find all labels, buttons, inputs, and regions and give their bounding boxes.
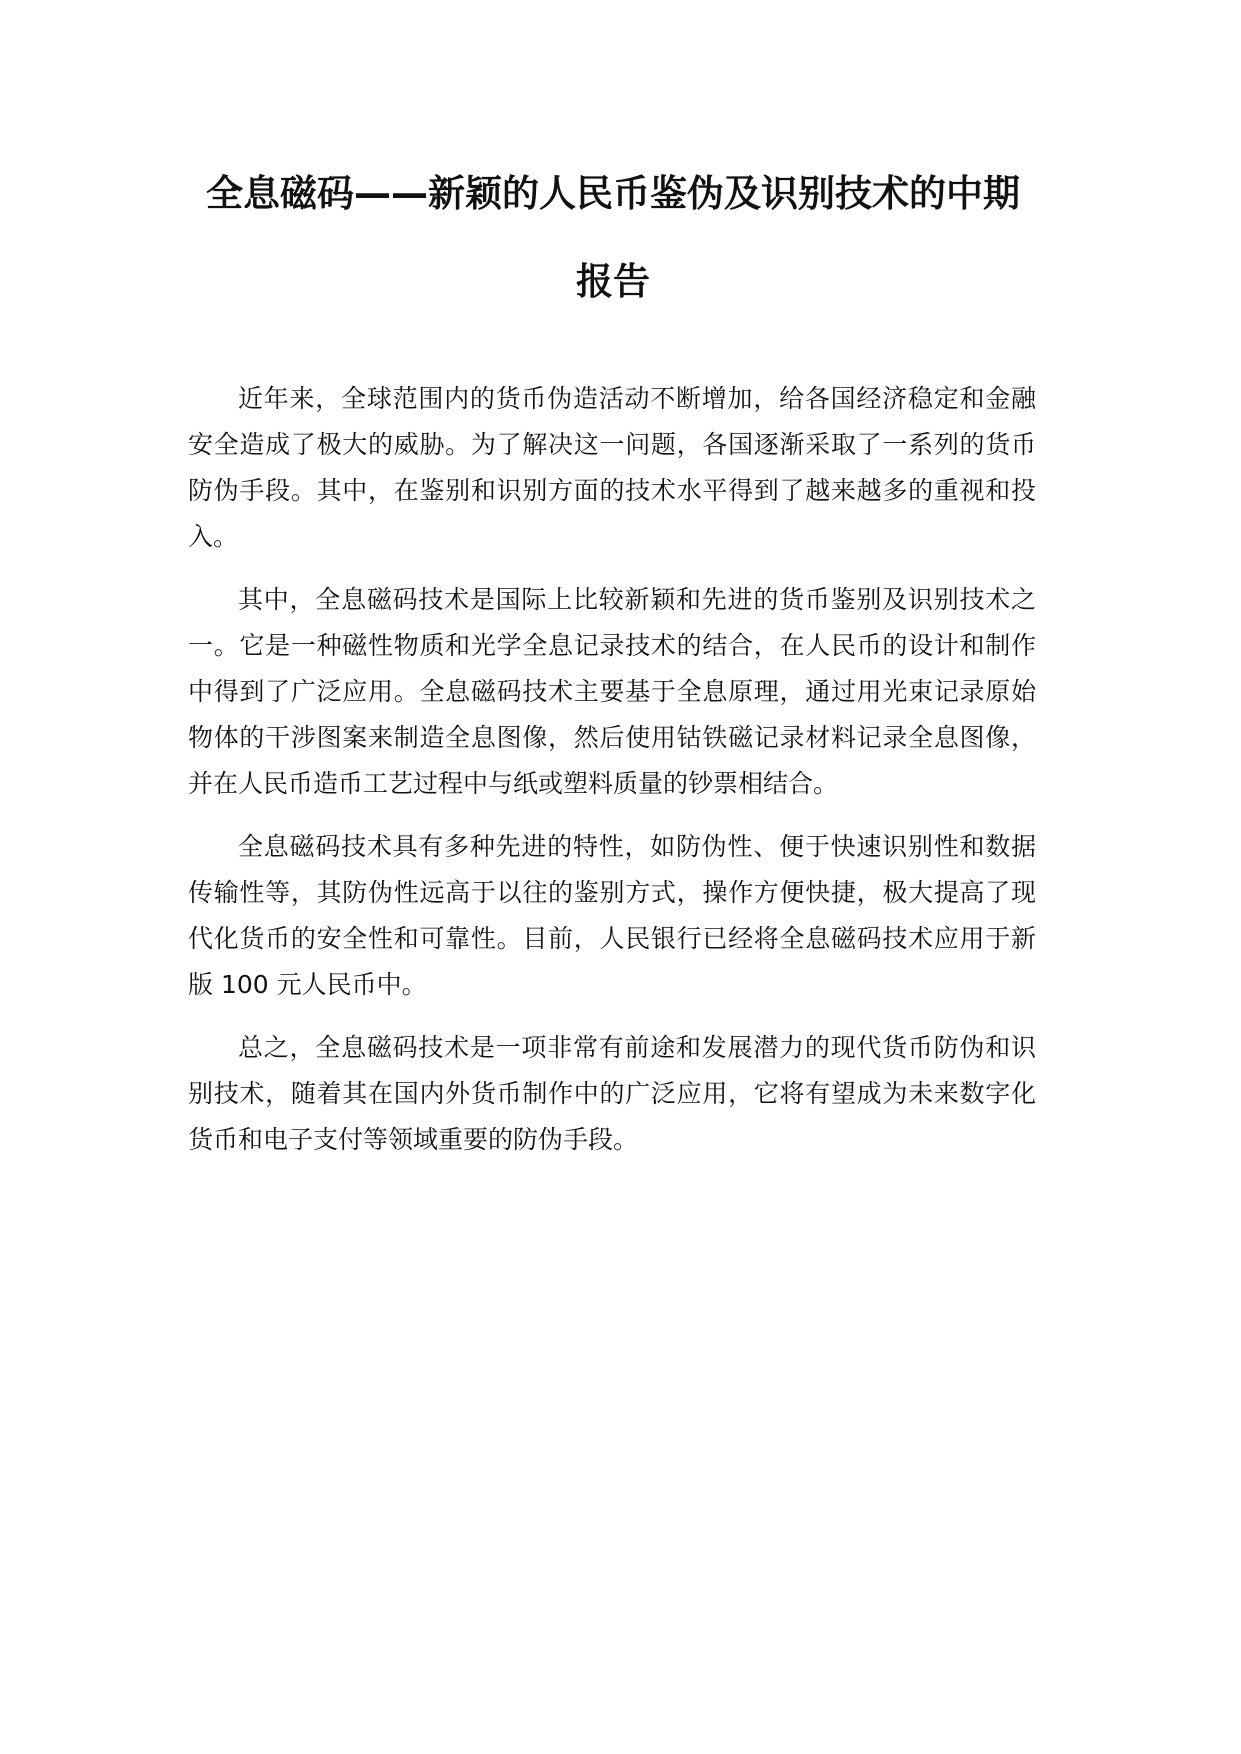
paragraph-1: 近年来，全球范围内的货币伪造活动不断增加，给各国经济稳定和金融安全造成了极大的威胁。为了解决这一问题，各国逐渐采取了一系列的货币防伪手段。其中，在鉴别和识别方面的技术水平得到了越来越多的重视和投入。 [188,384,1036,551]
paragraph-2: 其中，全息磁码技术是国际上比较新颖和先进的货币鉴别及识别技术之一。它是一种磁性物质和光学全息记录技术的结合，在人民币的设计和制作中得到了广泛应用。全息磁码技术主要基于全息原理，通过用光束记录原始物体的干涉图案来制造全息图像，然后使用钴铁磁记录材料记录全息图像，并在人民币造币工艺过程中与纸或塑料质量的钞票相结合。 [188,585,1036,798]
document-body [188,376,1036,1180]
paragraph-3: 全息磁码技术具有多种先进的特性，如防伪性、便于快速识别性和数据传输性等，其防伪性远高于以往的鉴别方式，操作方便快捷，极大提高了现代化货币的安全性和可靠性。目前，人民银行已经将全息磁码技术应用于新版 100 元人民币中。 [188,832,1036,999]
paragraph-4: 总之，全息磁码技术是一项非常有前途和发展潜力的现代货币防伪和识别技术，随着其在国内外货币制作中的广泛应用，它将有望成为未来数字化货币和电子支付等领域重要的防伪手段。 [188,1033,1036,1154]
document-title: 全息磁码——新颖的人民币鉴伪及识别技术的中期报告 [206,172,1020,303]
